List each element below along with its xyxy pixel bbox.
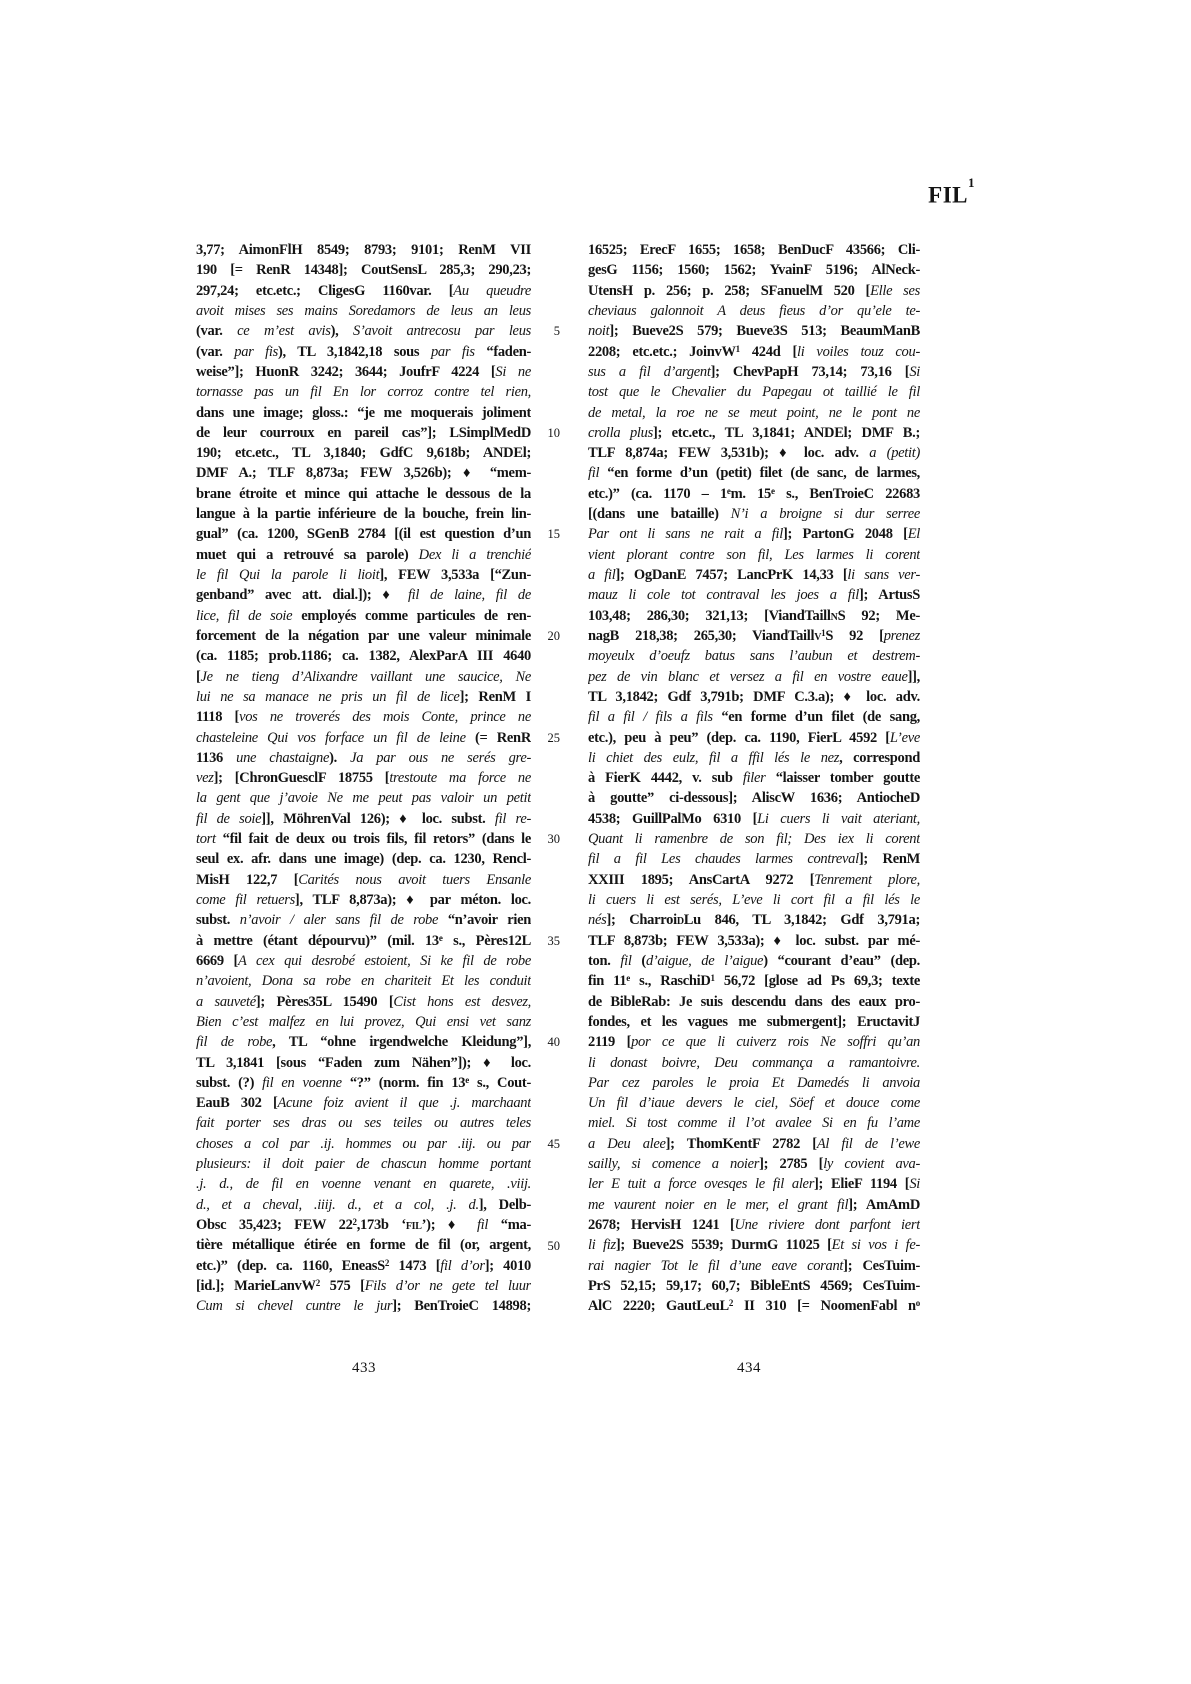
text-line: sailly, si comence a noier]; 2785 [ly covient ava- [588,1156,920,1173]
gutter-line-number: 25 [547,730,560,745]
text-line: mauz li cole tot contraval les joes a fil]; ArtusS [588,587,920,604]
text-line: XXIII 1895; AnsCartA 9272 [Tenrement plore, [588,871,920,888]
text-line: li fiz]; Bueve2S 5539; DurmG 11025 [Et si vos i fe- [588,1237,920,1254]
entry-title: FIL [928,182,968,208]
text-line: lui ne sa manace ne pris un fil de lice]; RenM I [196,688,531,705]
text-line: come fil retuers], TLF 8,873a); ♦ par méton. loc. [196,892,531,908]
text-line: [id.]; MarieLanvW$^2$ 575 [Fils d’or ne gete tel luur [196,1277,531,1294]
text-line: AlC 2220; GautLeuL$^2$ II 310 [= NoomenFabl $n^o$ [588,1298,920,1315]
text-line: li chiet des eulz, fil a ffil lés le nez, correspond [588,749,920,766]
text-line: 1136 une chastaigne). Ja par ous ne serés gre- [196,749,531,766]
text-line: choses a col par .ij. hommes ou par .iij. ou par [196,1135,531,1152]
text-line: 3,77; AimonFlH 8549; 8793; 9101; RenM VII [196,242,531,258]
text-line: 2208; etc.etc.; JoinvW$^1$ 424d [li voiles touz cou- [588,343,920,360]
text-line: fil a fil Les chaudes larmes contreval]; RenM [588,851,920,868]
text-line: moyeulx d’oeufz batus sans l’aubun et destrem- [588,648,920,665]
text-line: etc.)” (ca. 1170 – 1em. 15e s., BenTroieC 22683 [588,485,920,502]
text-line: cheviaus galonnoit A deus fieus d’or qu’ele te- [588,302,920,319]
text-line: langue à la partie inférieure de la bouche, frein lin- [196,506,531,523]
text-line: muet qui a retrouvé sa parole) Dex li a trenchié [196,546,531,563]
text-line: crolla plus]; etc.etc., TL 3,1841; ANDEl; DMF B.; [588,424,920,441]
text-line: TL 3,1842; Gdf 3,791b; DMF C.3.a); ♦ loc. adv. [588,688,920,705]
text-line: Bien c’est malfez en lui provez, Qui ensi vet sanz [196,1013,531,1030]
gutter-line-number: 10 [547,425,560,440]
right-text-column [588,240,920,1317]
text-line: sus a fil d’argent]; ChevPapH 73,14; 73,16 [Si [588,363,920,380]
text-line: Par ont li sans ne rait a fil]; PartonG 2048 [El [588,526,920,543]
text-line: 2678; HervisH 1241 [Une riviere dont parfont iert [588,1217,920,1233]
text-line: tort “fil fait de deux ou trois fils, fil retors” (dans le [196,831,531,848]
text-line: fil a fil / fils a fils “en forme d’un filet (de sang, [588,709,920,726]
text-line: Par cez paroles le proia Et Damedés li anvoia [588,1074,920,1091]
text-line: 4538; GuillPalMo 6310 [Li cuers li vait ateriant, [588,810,920,827]
text-line: 6669 [A cex qui desrobé estoient, Si ke fil de robe [196,952,531,969]
text-line: weise”]; HuonR 3242; 3644; JoufrF 4224 [Si ne [196,363,531,380]
gutter-line-number: 45 [547,1137,560,1152]
text-line: (var. ce m’est avis), S’avoit antrecosu par leus [196,323,531,340]
gutter-line-number: 40 [547,1035,560,1050]
text-line: me vaurent noier en le mer, el grant fil]; AmAmD [588,1196,920,1213]
text-line: tière métallique étirée en forme de fil (or, argent, [196,1237,531,1254]
text-line: a sauveté]; Pères35L 15490 [Cist hons est desvez, [196,993,531,1010]
text-line: fil “en forme d’un (petit) filet (de sanc, de larmes, [588,465,920,482]
text-line: 1118 [vos ne troverés des mois Conte, prince ne [196,709,531,726]
text-line: fin 11e s., RaschiD$^1$ 56,72 [glose ad Ps 69,3; texte [588,973,920,990]
text-line: li donast boivre, Deu commança a ramantoivre. [588,1054,920,1071]
text-line: la gent que j’avoie Ne me peut pas valoir un petit [196,790,531,807]
text-line: EauB 302 [Acune foiz avient il que .j. marchaant [196,1095,531,1112]
text-line: a fil]; OgDanE 7457; LancPrK 14,33 [li sans ver- [588,567,920,583]
gutter-line-number: 15 [547,527,560,542]
text-line: 190 [= RenR 14348]; CoutSensL 285,3; 290,23; [196,262,531,279]
text-line: lice, fil de soie employés comme particules de ren- [196,607,531,624]
text-line: plusieurs: il doit paier de chascun homme portant [196,1156,531,1173]
text-line: [Je ne tieng d’Alixandre vaillant une saucice, Ne [196,668,531,685]
text-line: gual” (ca. 1200, SGenB 2784 [(il est question d’un [196,526,531,543]
text-line: à mettre (étant dépourvu)” (mil. 13e s., Pères12L [196,932,531,949]
text-line: subst. (?) fil en voenne “?” (norm. fin 13e s., Cout- [196,1074,531,1091]
entry-title-superscript: 1 [968,175,975,190]
text-line: dans une image; gloss.: “je me moquerais joliment [196,404,531,421]
text-line: chasteleine Qui vos forface un fil de leine (= RenR [196,729,531,746]
text-line: de BibleRab: Je suis descendu dans des eaux pro- [588,993,920,1010]
text-line: ton. fil (d’aigue, de l’aigue) “courant d’eau” (dep. [588,952,920,969]
text-line: d., et a cheval, .iiij. d., et a col, .j. d.], Delb- [196,1196,531,1213]
text-line: gesG 1156; 1560; 1562; YvainF 5196; AlNeck- [588,262,920,279]
text-line: ler E tuit a force ovesqes le fil aler]; ElieF 1194 [Si [588,1176,920,1193]
text-line: le fil Qui la parole li lioit], FEW 3,533a [“Zun- [196,567,531,583]
text-line: Cum si chevel cuntre le jur]; BenTroieC 14898; [196,1298,531,1315]
text-line: TL 3,1841 [sous “Faden zum Nähen”]); ♦ loc. [196,1054,531,1071]
text-line: 103,48; 286,30; 321,13; [ViandTaillnS 92; Me- [588,607,920,624]
text-line: [(dans une bataille) N’i a broigne si dur serree [588,506,920,523]
gutter-line-number: 20 [547,629,560,644]
text-line: nés]; CharroidLu 846, TL 3,1842; Gdf 3,791a; [588,912,920,929]
text-line: (ca. 1185; prob.1186; ca. 1382, AlexParA III 4640 [196,648,531,665]
text-line: PrS 52,15; 59,17; 60,7; BibleEntS 4569; CesTuim- [588,1277,920,1294]
text-line: forcement de la négation par une valeur minimale [196,627,531,644]
page-number-left: 433 [352,1360,376,1376]
text-line: UtensH p. 256; p. 258; SFanuelM 520 [Elle ses [588,282,920,299]
text-line: Quant li ramenbre de son fil; Des iex li corent [588,831,920,848]
gutter-line-number: 35 [547,933,560,948]
gutter-line-number: 30 [547,832,560,847]
text-line: à FierK 4442, v. sub filer “laisser tomber goutte [588,770,920,787]
text-line: brane étroite et mince qui attache le dessous de la [196,485,531,502]
text-line: a Deu alee]; ThomKentF 2782 [Al fil de l’ewe [588,1135,920,1152]
text-line: .j. d., de fil en voenne venant en quarete, .viij. [196,1176,531,1193]
text-line: genband” avec att. dial.]); ♦ fil de laine, fil de [196,587,531,604]
text-line: avoit mises ses mains Soredamors de leus an leus [196,302,531,319]
text-line: li cuers li est serés, L’eve li cort fil a fil lés le [588,892,920,908]
page-number-right: 434 [737,1360,761,1376]
text-line: Un fil d’iaue devers le ciel, Söef et douce come [588,1095,920,1112]
text-line: DMF A.; TLF 8,873a; FEW 3,526b); ♦ “mem- [196,465,531,482]
text-line: Obsc 35,423; FEW $22^2,173b$ ‘fil’); ♦ fil “ma- [196,1216,531,1233]
text-line: etc.), peu à peu” (dep. ca. 1190, FierL 4592 [L’eve [588,729,920,746]
text-line: fil de soie]], MöhrenVal 126); ♦ loc. subst. fil re- [196,810,531,827]
text-line: (var. par fis), TL 3,1842,18 sous par fis “faden- [196,343,531,360]
text-line: fondes, et les vagues me submergent]; EructavitJ [588,1013,920,1030]
text-line: 2119 [por ce que li cuiverz rois Ne soffri qu’an [588,1034,920,1051]
text-line: vez]; [ChronGuesclF 18755 [trestoute ma force ne [196,770,531,787]
text-line: TLF 8,873b; FEW 3,533a); ♦ loc. subst. par mé- [588,932,920,949]
text-line: fil de robe, TL “ohne irgendwelche Kleidung”], [196,1034,531,1051]
running-head [928,175,975,209]
text-line: pez de vin blanc et versez a fil en vostre eaue]], [588,668,920,685]
text-line: tost que le Chevalier du Papegau ot taillié le fil [588,384,920,401]
text-line: n’avoient, Dona sa robe en chariteit Et les conduit [196,973,531,990]
gutter-line-number: 50 [547,1238,560,1253]
gutter-line-number: 5 [553,324,560,339]
text-line: tornasse pas un fil En lor corroz contre tel rien, [196,384,531,401]
text-line: 16525; ErecF 1655; 1658; BenDucF 43566; Cli- [588,242,920,258]
text-line: vient plorant contre son fil, Les larmes li corent [588,546,920,563]
text-line: de metal, la roe ne se meut point, ne le pont ne [588,404,920,421]
text-line: noit]; Bueve2S 579; Bueve3S 513; BeaumManB [588,323,920,340]
text-line: 297,24; etc.etc.; CligesG 1160var. [Au queudre [196,282,531,299]
text-line: MisH 122,7 [Carités nous avoit tuers Ensanle [196,871,531,888]
text-line: subst. n’avoir / aler sans fil de robe “n’avoir rien [196,912,531,929]
left-text-column [196,240,531,1317]
text-line: seul ex. afr. dans une image) (dep. ca. 1230, Rencl- [196,851,531,868]
text-line: nagB 218,38; 265,30; ViandTaillv$^1$S 92 [prenez [588,627,920,644]
text-line: à goutte” ci-dessous]; AliscW 1636; AntiocheD [588,790,920,807]
text-line: 190; etc.etc., TL 3,1840; GdfC 9,618b; ANDEl; [196,445,531,462]
text-line: TLF 8,874a; FEW 3,531b); ♦ loc. adv. a (petit) [588,445,920,462]
text-line: de leur courroux en pareil cas”]; LSimplMedD [196,424,531,441]
text-line: rai nagier Tot le fil d’une eave corant]; CesTuim- [588,1257,920,1274]
text-line: fait porter ses dras ou ses teiles ou autres teles [196,1115,531,1132]
text-line: miel. Si tost comme il l’ot avalee Si en fu l’ame [588,1115,920,1132]
text-line: etc.)” (dep. ca. 1160, EneasS$^2$ 1473 [fil d’or]; 4010 [196,1257,531,1274]
